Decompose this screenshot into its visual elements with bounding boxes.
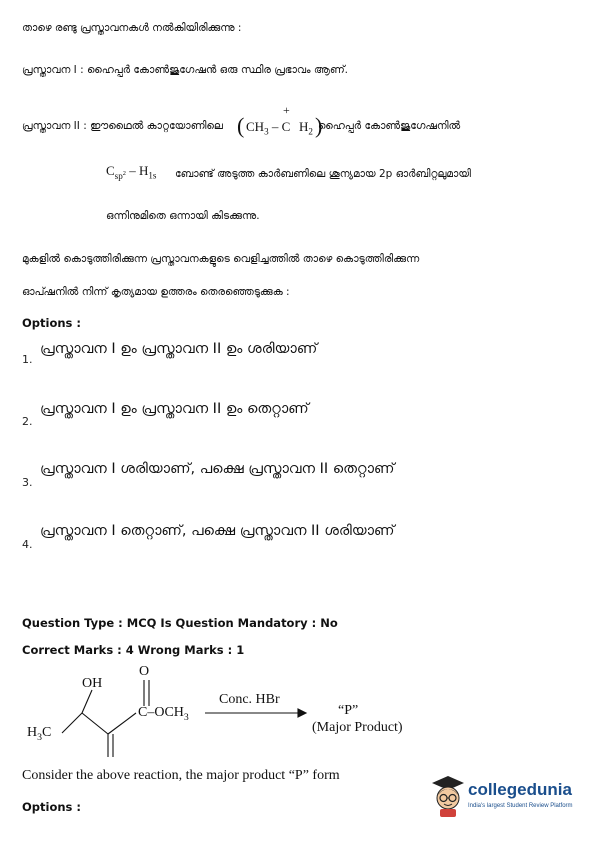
carbonyl-oxygen-label: O — [139, 664, 150, 679]
option-3-text[interactable]: പ്രസ്താവന I ശരിയാണ്, പക്ഷെ പ്രസ്താവന II തെറ്റാണ് — [40, 461, 395, 477]
major-product-note: (Major Product) — [312, 720, 403, 735]
prompt-line-2: ഓപ്ഷനിൽ നിന്ന് കൃത്യമായ ഉത്തരം തെരഞ്ഞെടുക്കുക : — [22, 286, 290, 298]
option-1-text[interactable]: പ്രസ്താവന I ഉം പ്രസ്താവന II ഉം ശരിയാണ് — [40, 341, 318, 357]
statements-intro: താഴെ രണ്ടു പ്രസ്താവനകൾ നൽകിയിരിക്കുന്നു : — [22, 22, 242, 34]
statement-1: പ്രസ്താവന I : ഹൈപ്പർ കോൺജുഗേഷൻ ഒരു സ്ഥിര പ്രഭാവം ആണ്. — [22, 64, 349, 76]
hydroxyl-label: OH — [82, 676, 103, 691]
statement-2-suffix: ഹൈപ്പർ കോൺജുഗേഷനിൽ — [318, 120, 461, 132]
option-3-number: 3. — [22, 476, 33, 489]
ester-text: C–OCH — [138, 705, 184, 720]
statement-2-prefix: പ്രസ്താവന II : ഈഥൈൽ കാറ്റയോണിലെ — [22, 120, 223, 132]
options-label: Options : — [22, 316, 81, 330]
reagent-label: Conc. HBr — [219, 692, 280, 707]
collegedunia-logo — [428, 774, 588, 822]
methyl-subscript: 3 — [37, 731, 43, 743]
option-2-number: 2. — [22, 415, 33, 428]
option-1-number: 1. — [22, 353, 33, 366]
ester-group-label — [138, 705, 189, 723]
option-2-text[interactable]: പ്രസ്താവന I ഉം പ്രസ്താവന II ഉം തെറ്റാണ് — [40, 401, 309, 417]
prompt-line-1: മുകളിൽ കൊടുത്തിരിക്കുന്ന പ്രസ്താവനകളുടെ വെളിച്ചത്തിൽ താഴെ കൊടുത്തിരിക്കുന്ന — [22, 253, 420, 265]
methyl-c: C — [42, 725, 52, 740]
option-4-number: 4. — [22, 538, 33, 551]
student-mascot-icon — [428, 774, 468, 818]
logo-tagline: India's largest Student Review Platform — [468, 803, 573, 809]
question-type-line: Question Type : MCQ Is Question Mandatory : No — [22, 616, 338, 630]
ester-subscript: 3 — [183, 711, 189, 723]
options-label-2: Options : — [22, 800, 81, 814]
product-label: “P” — [338, 703, 359, 718]
statement-2-line3: ഒന്നിനുമിതെ ഒന്നായി കിടക്കുന്നു. — [106, 210, 260, 222]
ethyl-cation-formula: ( $CH_3$ – C + $H_2$ ) — [237, 103, 323, 138]
csp2-h1s-bond: $C_{sp^2} - H_{1s}$ — [106, 163, 157, 181]
question-2-text: Consider the above reaction, the major product “P” form — [22, 768, 340, 783]
logo-brand: collegedunia — [468, 780, 572, 799]
marks-line: Correct Marks : 4 Wrong Marks : 1 — [22, 643, 245, 657]
option-4-text[interactable]: പ്രസ്താവന I തെറ്റാണ്, പക്ഷെ പ്രസ്താവന II ശരിയാണ് — [40, 523, 395, 539]
statement-2-line2: ബോണ്ട് അടുത്ത കാർബണിലെ ശൂന്യമായ 2p ഓർബിറ്റലുമായി — [175, 168, 471, 180]
methyl-h: H — [27, 725, 38, 740]
methyl-label — [27, 725, 51, 743]
